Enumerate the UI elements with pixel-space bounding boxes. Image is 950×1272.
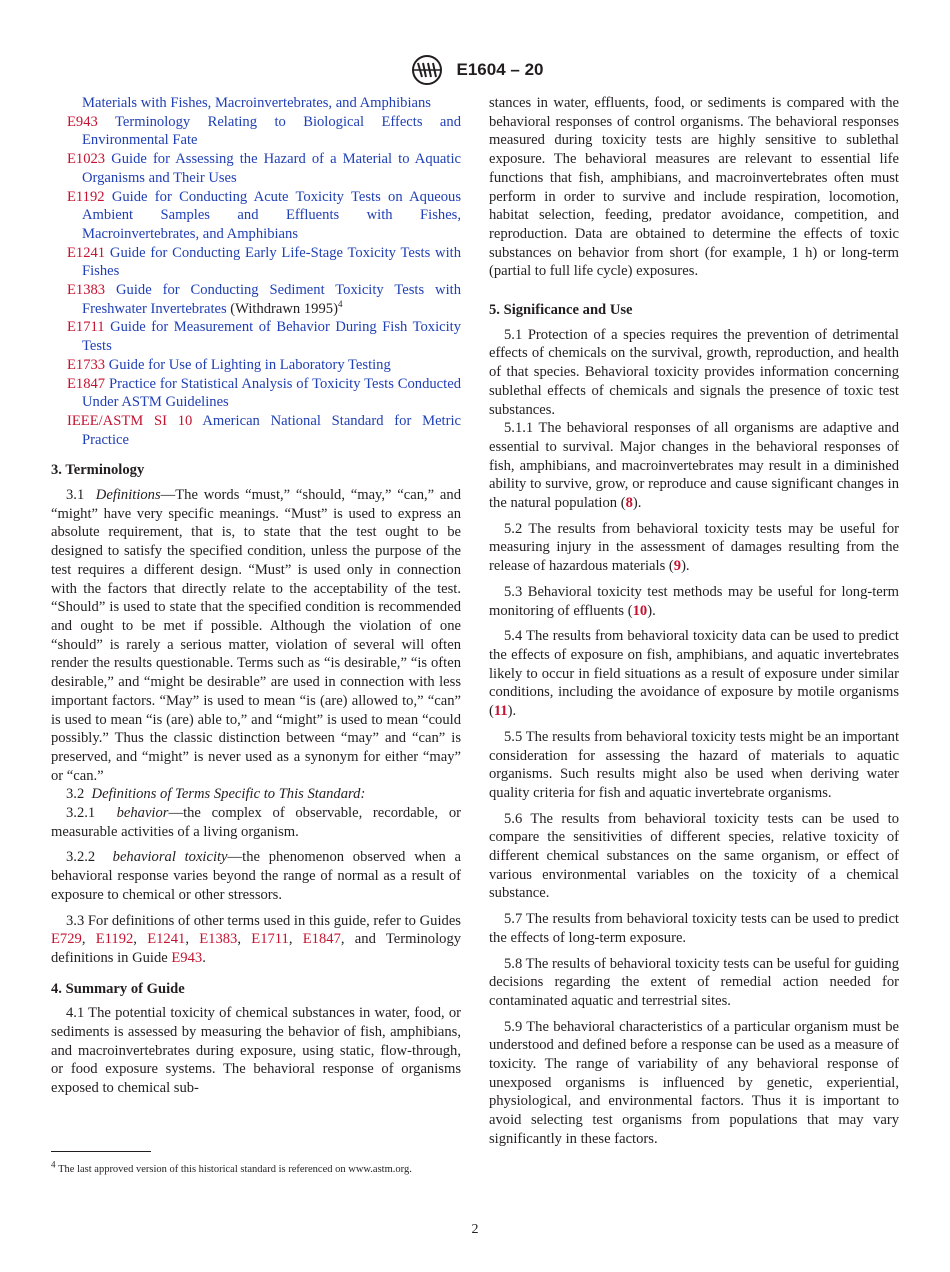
reference-code[interactable]: E1192 <box>67 188 105 205</box>
standard-link[interactable]: E943 <box>171 949 203 966</box>
paragraph: 5.6 The results from behavioral toxicity tests can be used to compare the sensitivities of different species, relative toxicity of different chemical substances on the same organism, or effect of various environmental variables on the toxicity of a chemical substance. <box>489 810 899 902</box>
footnote <box>51 1159 461 1177</box>
reference-item <box>51 281 461 318</box>
reference-code[interactable]: E1847 <box>67 375 106 392</box>
reference-code[interactable]: IEEE/ASTM SI 10 <box>67 412 193 429</box>
astm-logo-icon <box>407 54 447 86</box>
reference-item <box>51 150 461 187</box>
reference-citation[interactable]: 9 <box>673 558 682 575</box>
reference-title[interactable]: Guide for Conducting Sediment Toxicity Tests with Freshwater Invertebrates <box>82 282 461 317</box>
paragraph: 5.7 The results from behavioral toxicity tests can be used to predict the effects of long-term exposure. <box>489 911 899 946</box>
paragraph: 5.2 The results from behavioral toxicity tests may be useful for measuring injury in the assessment of damages resulting from the release of hazardous materials (9). <box>489 520 899 575</box>
page-number: 2 <box>471 1222 479 1237</box>
footnote-mark: 4 <box>337 298 343 309</box>
paragraph: stances in water, effluents, food, or sediments is compared with the behavioral responses of control organisms. The behavioral responses measured during toxicity tests are highly sensitive to sublethal exposure. The behavioral measures are relevant to essential life functions that fish, amphibians, and macroinvertebrates often must perform in order to survive and include respiration, locomotion, habitat selection, feeding, predator avoidance, competition, and reproduction. Data are obtained to determine the effects of toxic substances on behavior from short (for example, 1 h) or long-term (partial to full life cycle) exposures. <box>489 95 899 280</box>
left-column <box>51 94 461 1098</box>
reference-code[interactable]: E1023 <box>67 151 106 168</box>
reference-title[interactable]: Guide for Conducting Acute Toxicity Tests on Aqueous Ambient Samples and Effluents with Fishes, Macroinvertebrates, and Amphibians <box>82 188 461 242</box>
standard-link[interactable]: E1847 <box>302 931 341 948</box>
paragraph: 5.1.1 The behavioral responses of all organisms are adaptive and essential to survival. Major changes in the behavioral responses of fish, amphibians, and macroinvertebrates may result in a diminished ability to survive, grow, or reproduce and cause significant changes in the natural population (8). <box>489 420 899 512</box>
paragraph-text: Definitions of Terms Specific to This Standard: <box>91 786 366 803</box>
reference-title[interactable]: Guide for Use of Lighting in Laboratory Testing <box>108 356 391 373</box>
paragraph: 5.8 The results of behavioral toxicity tests can be useful for guiding decisions regarding the extent of remedial action needed for contaminated aquatic and terrestrial sites. <box>489 955 899 1009</box>
paragraph: 5.4 The results from behavioral toxicity data can be used to predict the effects of exposure on fish, amphibians, and aquatic invertebrates likely to occur in field situations as a result of exposure under similar conditions, including the avoidance of exposure by motile organisms (11). <box>489 628 899 720</box>
reference-item <box>51 356 461 375</box>
reference-item <box>51 318 461 355</box>
paragraph <box>51 785 461 804</box>
footnote-text: The last approved version of this historical standard is referenced on www.astm.org. <box>58 1164 412 1175</box>
defined-term: behavior <box>116 805 169 822</box>
paragraph: 5.1 Protection of a species requires the prevention of detrimental effects of chemicals on the survival, growth, reproduction, and health of that species. Behavioral toxicity provides information concerning sublethal effects of chemicals and signals the presence of toxic test substances. <box>489 326 899 418</box>
reference-code[interactable]: E943 <box>67 113 98 130</box>
footnote-mark: 4 <box>51 1159 56 1170</box>
defined-term: Definitions <box>95 487 161 504</box>
reference-item <box>51 375 461 412</box>
section-heading: 5. Significance and Use <box>489 302 633 319</box>
paragraph <box>51 486 461 785</box>
reference-citation[interactable]: 10 <box>632 602 648 619</box>
paragraph <box>51 804 461 841</box>
reference-title[interactable]: American National Standard for Metric Practice <box>82 412 461 448</box>
reference-item <box>51 113 461 150</box>
paragraph: 4.1 The potential toxicity of chemical substances in water, food, or sediments is assessed by measuring the behavior of fish, amphibians, and macroinvertebrates during exposure, using static, flow-through, or food exposure systems. The behavioral response of organisms exposed to chemical sub- <box>51 1005 461 1097</box>
page-header <box>0 54 950 86</box>
paragraph: 5.3 Behavioral toxicity test methods may be useful for long-term monitoring of effluents (10). <box>489 583 899 619</box>
standard-link[interactable]: E729 <box>51 931 82 948</box>
reference-code[interactable]: E1241 <box>67 244 106 261</box>
standard-link[interactable]: E1383 <box>199 931 238 948</box>
reference-code[interactable]: E1383 <box>67 282 106 299</box>
paragraph-text: and Terminology definitions in Guide <box>51 931 462 966</box>
reference-title[interactable]: Terminology Relating to Biological Effects and Environmental Fate <box>82 113 461 149</box>
standard-link[interactable]: E1192 <box>95 931 134 948</box>
reference-item <box>51 94 461 113</box>
reference-title[interactable]: Guide for Measurement of Behavior During Fish Toxicity Tests <box>82 319 462 355</box>
reference-item <box>51 412 461 449</box>
paragraph-text: —The words “must,” “should, “may,” “can,” and “might” have very specific meanings. “Must” is used to express an absolute requirement, that is, to state that the test ought to be designed to satisfy the specified condition, unless the purpose of the test requires a different design. “Must” is used only in connection with the factors that directly relate to the acceptability of the test. “Should” is used to state that the specified condition is recommended and ought to be met if possible. Although the violation of one “should” is rarely a serious matter, violation of several will often render the results questionable. Terms such as “is desirable,” “is often desirable,” and “might be desirable” are used in connection with less important factors. “May” is used to mean “is (are) allowed to,” “can” is used to mean “is (are) able to,” and “might” is used to mean “could possibly.” Thus the classic distinction between “may” and “can” is preserved, and “might” is never used as a synonym for either “may” or “can.” <box>51 487 461 784</box>
reference-code[interactable]: E1733 <box>67 356 106 373</box>
paragraph-number: 3.2.1 <box>66 805 96 822</box>
section-heading: 3. Terminology <box>51 462 145 479</box>
reference-title[interactable]: Guide for Assessing the Hazard of a Material to Aquatic Organisms and Their Uses <box>82 151 461 186</box>
reference-item <box>51 188 461 244</box>
paragraph: 5.9 The behavioral characteristics of a particular organism must be understood and defined before a response can be used as a measure of toxicity. The range of variability of any behavioral response of unexposed organisms is influenced by genetic, experiential, physiological, and environmental factors. Thus it is important to avoid selecting test organisms from populations that may vary significantly in these factors. <box>489 1018 899 1147</box>
standard-link[interactable]: E1711 <box>251 931 289 948</box>
section-heading: 4. Summary of Guide <box>51 980 185 997</box>
reference-code[interactable]: E1711 <box>67 319 105 336</box>
defined-term: behavioral toxicity <box>112 849 228 866</box>
withdrawn-note: (Withdrawn 1995) <box>226 300 338 317</box>
standard-designation: E1604 – 20 <box>456 60 544 79</box>
paragraph-text: 5.3 Behavioral toxicity test methods may be useful for long-term monitoring of effluents ( <box>489 583 899 619</box>
reference-citation[interactable]: 11 <box>493 703 508 720</box>
footnote-divider <box>51 1151 151 1152</box>
reference-citation[interactable]: 8 <box>625 495 633 512</box>
paragraph-number: 3.2 <box>66 786 85 803</box>
paragraph-text: 5.4 The results from behavioral toxicity data can be used to predict the effects of exposure on fish, amphibians, and aquatic invertebrates likely to occur in field situations as a result of exposure under similar conditions, including the avoidance of exposure by motile organisms ( <box>489 628 899 720</box>
paragraph-text: 3.3 For definitions of other terms used in this guide, refer to Guides <box>66 912 461 929</box>
paragraph <box>51 848 461 904</box>
paragraph: 5.5 The results from behavioral toxicity tests might be an important consideration for assessing the hazard of materials to aquatic organisms. Such results might also be used when deriving water quality criteria for fish and aquatic invertebrate organisms. <box>489 728 899 801</box>
paragraph-text: 5.1.1 The behavioral responses of all organisms are adaptive and essential to survival. Major changes in the behavioral responses of fish, amphibians, and macroinvertebrates may result in a diminished ability to survive, grow, or reproduce and cause significant changes in the natural population ( <box>489 420 899 512</box>
paragraph-text: —the phenomenon observed when a behavioral response varies beyond the range of normal as a result of exposure to chemical or other stressors. <box>51 849 462 903</box>
paragraph-number: 3.2.2 <box>66 849 96 866</box>
right-column <box>489 94 899 1149</box>
reference-title[interactable]: Guide for Conducting Early Life-Stage Toxicity Tests with Fishes <box>82 244 461 280</box>
reference-title[interactable]: Materials with Fishes, Macroinvertebrates, and Amphibians <box>82 95 431 111</box>
paragraph: 3.3 For definitions of other terms used in this guide, refer to Guides E729, E1192, E1241, E1383, E1711, E1847, and Terminology definitions in Guide E943. <box>51 912 462 966</box>
paragraph-text: —the complex of observable, recordable, or measurable activities of a living organism. <box>51 805 461 840</box>
standard-link[interactable]: E1241 <box>147 931 186 948</box>
reference-title[interactable]: Practice for Statistical Analysis of Toxicity Tests Conducted Under ASTM Guidelines <box>82 375 461 411</box>
paragraph-number: 3.1 <box>66 487 85 504</box>
paragraph-text: . <box>202 949 206 966</box>
paragraph-text: 5.2 The results from behavioral toxicity tests may be useful for measuring injury in the assessment of damages resulting from the release of hazardous materials ( <box>489 520 899 575</box>
reference-item <box>51 244 461 281</box>
